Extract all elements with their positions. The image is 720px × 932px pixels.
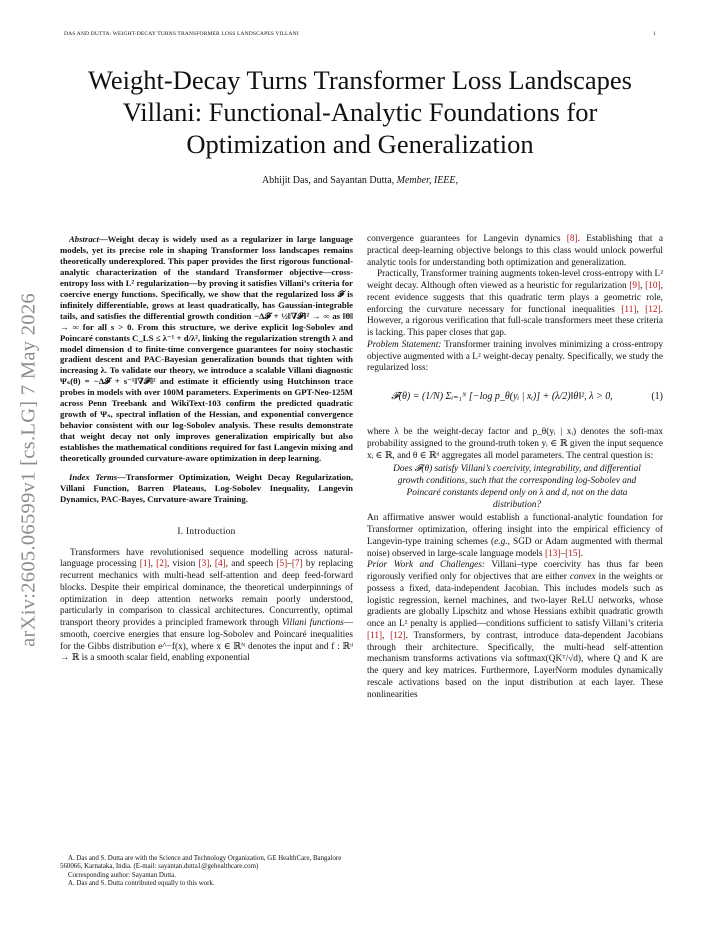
author-membership: Member, IEEE — [396, 175, 456, 186]
body-text: Villani–type coercivity has thus far been rigorously verified only for objectives that are either — [367, 560, 664, 582]
author-trailing: , — [455, 175, 459, 186]
body-text: An affirmative answer would establish a functional-analytic foundation for Transformer optimization, offering insight into the empirical efficiency of Langevin-type training schemes ( — [367, 513, 663, 547]
body-text: . Transformers, by contrast, introduce data-dependent Jacobians through their architecture. Specifically, the multi-head self-attention mechanism transforms activations via softmax(QKᵀ/√d), where Q and K are the query and key matrices. Furthermore, LayerNorm modules dynamically rescale activations based on the input distribution at each layer. These nonlinearities — [367, 630, 663, 700]
right-column — [367, 234, 663, 701]
right-paragraph-2: where λ be the weight-decay factor and p_θ(yᵢ | xᵢ) denotes the soft-max probability assigned to the ground-truth token yᵢ ∈ ℝ given the input sequence xᵢ ∈ ℝ, and θ ∈ ℝᵈ aggregates all model parameters. The central question is: — [367, 427, 663, 461]
running-head-text: DAS AND DUTTA: WEIGHT-DECAY TURNS TRANSFORMER LOSS LANDSCAPES VILLANI — [64, 31, 299, 37]
index-terms-label: Index Terms — [69, 472, 118, 483]
author-line — [0, 175, 720, 186]
title-line-2: Villani: Functional-Analytic Foundations for — [122, 97, 598, 127]
body-text: . — [580, 548, 583, 559]
body-text: . Establishing that a practical deep-learning objective belongs to this class would unlock powerful analytic tools for understanding both optimization and generalization. — [367, 234, 663, 268]
citation-link[interactable]: [12] — [390, 630, 406, 641]
paper-title — [0, 64, 720, 160]
abstract — [60, 234, 353, 505]
footnote-affiliation: A. Das and S. Dutta are with the Science and Technology Organization, GE HealthCare, Bangalore 560066, Karnataka, India. (E-mail: sayantan.dutta1@gehealthcare.com) — [60, 855, 342, 871]
intro-text: – — [287, 559, 292, 570]
citation-link[interactable]: [2] — [156, 559, 167, 570]
intro-emphasis: Villani functions — [281, 618, 344, 629]
arxiv-identifier: arXiv:2605.06599v1 [cs.LG] 7 May 2026 — [17, 293, 40, 647]
citation-link[interactable]: [7] — [291, 559, 303, 570]
body-text: , — [382, 630, 391, 641]
citation-link[interactable]: [4] — [214, 559, 226, 570]
citation-link[interactable]: [11] — [621, 304, 637, 315]
body-text: . However, a rigorous verification that full-scale transformers meet these criteria is lacking. This paper closes that gap. — [367, 304, 663, 338]
body-text: , recent evidence suggests that this quadratic term plays a geometric role, enforcing the curvature necessary for functional inequalities — [367, 281, 663, 315]
right-paragraph-0 — [367, 234, 663, 269]
body-text: , — [636, 304, 646, 315]
running-head — [64, 31, 656, 37]
footnote-corresponding: Corresponding author: Sayantan Dutta. — [68, 871, 176, 879]
intro-paragraph-1 — [60, 548, 353, 666]
body-text: convergence guarantees for Langevin dynamics — [367, 234, 567, 244]
title-line-3: Optimization and Generalization — [186, 129, 534, 159]
citation-link[interactable]: [13] — [544, 548, 561, 559]
arxiv-stamp — [14, 270, 44, 670]
page-number: 1 — [653, 31, 656, 37]
intro-text: , vision — [166, 559, 199, 570]
title-line-1: Weight-Decay Turns Transformer Loss Landscapes — [88, 65, 632, 95]
index-terms-paragraph — [60, 472, 353, 505]
body-text: – — [560, 548, 566, 559]
citation-link[interactable]: [12] — [645, 304, 661, 315]
intro-text: , and speech — [225, 559, 277, 570]
intro-text: Transformers have revolutionised sequence modelling across natural-language processing — [60, 547, 353, 570]
central-question: Does 𝓕(θ) satisfy Villani’s coercivity, integrability, and differential growth conditions, such that the corresponding log-Sobolev and Poincaré constants depend only on λ and d, not on the data distribution? — [393, 464, 641, 510]
intro-text: , — [209, 559, 215, 570]
citation-link[interactable]: [11] — [367, 630, 383, 641]
intro-text: by replacing recurrent mechanics with multi-head self-attention and deep feed-forward blocks. Despite their empirical dominance, the theoretical underpinnings of optimization in deep attention networks remain poorly understood, particularly in comparison to classical architectures. Concurrently, optimal transport theory provides a principled framework through — [60, 559, 354, 629]
body-text: Transformer training involves minimizing a cross-entropy objective augmented with a L² weight-decay penalty. Specifically, we study the regularized loss: — [367, 339, 663, 374]
right-paragraph-3 — [367, 513, 663, 560]
body-text: , SGD or Adam augmented with thermal noise) observed in large-scale language models — [367, 536, 663, 559]
prior-work-heading: Prior Work and Challenges: — [367, 560, 485, 571]
citation-link[interactable]: [9] — [629, 281, 641, 291]
left-column — [60, 234, 353, 665]
footnote-equal-contribution: A. Das and S. Dutta contributed equally to this work. — [68, 880, 215, 888]
intro-text: —smooth, coercive energies that ensure log-Sobolev and Poincaré inequalities for the Gibbs distribution e^−f(x), where x ∈ ℝᴺ denotes the input and f : ℝᵈ → ℝ is a smooth scalar field, enabling exponential — [60, 618, 354, 664]
citation-link[interactable]: [15] — [565, 548, 581, 559]
equation-1 — [367, 381, 663, 423]
body-emphasis: convex — [569, 572, 596, 582]
footnotes — [60, 855, 353, 889]
body-text: , — [640, 281, 646, 291]
equation-number: (1) — [651, 391, 663, 402]
problem-statement-heading: Problem Statement: — [367, 339, 442, 350]
right-paragraph-1 — [367, 269, 663, 340]
body-text: in the weights or possess a fixed, data-independent Jacobian. This includes models such as logistic regression, kernel machines, and two-layer ReLU networks, whose gradients are globally Lipschitz and whose Hessians exhibit quadratic growth once an L² penalty is applied—conditions sufficient to satisfy Villani’s criteria — [367, 572, 663, 629]
author-names: Abhijit Das, and Sayantan Dutta, — [261, 175, 395, 186]
body-emphasis: e.g. — [494, 536, 508, 547]
citation-link[interactable]: [1] — [139, 559, 151, 570]
abstract-label: Abstract — [69, 234, 99, 244]
index-terms-text: —Transformer Optimization, Weight Decay Regularization, Villani Function, Barren Plateaus, Log-Sobolev Inequality, Langevin Dynamics, PAC-Bayes, Curvature-aware Training. — [60, 472, 353, 504]
abstract-paragraph — [60, 234, 353, 464]
abstract-text: —Weight decay is widely used as a regularizer in large language models, yet its precise role in shaping Transformer loss landscapes remains theoretically underexplored. This paper provides the first rigorous functional-analytic characterization of the standard Transformer objective—cross-entropy loss with L² regularization—by proving it satisfies Villani’s criteria for coercive energy functions. Specifically, we show that the regularized loss 𝓕 is infinitely differentiable, grows at least quadratically, has Gaussian-integrable tails, and satisfies the differential growth condition −Δ𝓕 + ½‖∇𝓕‖² → ∞ as ‖θ‖ → ∞ for all s > 0. From this structure, we derive explicit log-Sobolev and Poincaré constants C_LS ≤ λ⁻¹ + d/λ², linking the regularization strength λ and model dimension d to finite-time convergence guarantees for noisy stochastic gradient descent and PAC-Bayesian generalization bounds that tighten with increasing λ. To validate our theory, we introduce a scalable Villani diagnostic Ψₛ(θ) = −Δ𝓕 + s⁻¹‖∇𝓕‖² and estimate it efficiently using Hutchinson trace probes in models with over 100M parameters. Experiments on GPT-Neo-125M across Penn Treebank and WikiText-103 confirm the predicted quadratic growth of Ψₛ, spectral inflation of the Hessian, and exponential convergence behavior consistent with our log-Sobolev analysis. These results demonstrate that weight decay not only improves generalization empirically but also establishes the mathematical conditions required for fast Langevin mixing and theoretically grounded curvature-aware optimization in deep learning. — [60, 234, 353, 464]
equation-body: 𝓕(θ) = (1/N) Σᵢ₌₁ᴺ [−log p_θ(yᵢ | xᵢ)] + (λ/2)‖θ‖², λ > 0, — [391, 391, 613, 402]
citation-link[interactable]: [8] — [566, 234, 578, 244]
citation-link[interactable]: [5] — [276, 559, 288, 570]
section-heading-introduction: I. Introduction — [177, 526, 236, 537]
citation-link[interactable]: [10] — [645, 281, 661, 291]
intro-text: , — [150, 559, 157, 570]
body-text: Practically, Transformer training augments token-level cross-entropy with L² weight decay. Although often viewed as a heuristic for regularization — [367, 269, 663, 291]
problem-statement-paragraph — [367, 340, 663, 375]
prior-work-paragraph — [367, 560, 663, 701]
citation-link[interactable]: [3] — [198, 559, 210, 570]
